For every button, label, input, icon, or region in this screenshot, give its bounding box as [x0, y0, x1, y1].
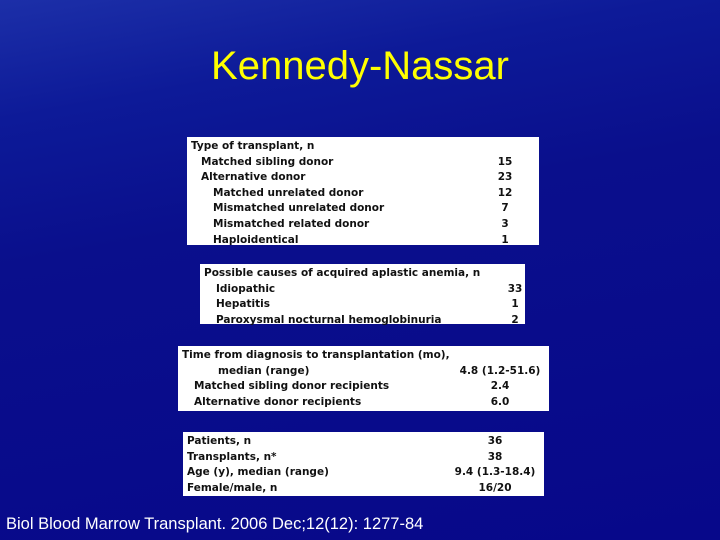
header-label: Time from diagnosis to transplantation (mo), — [182, 349, 450, 361]
row-value: 36 — [487, 435, 503, 447]
table-row — [204, 282, 525, 298]
table-row — [187, 481, 540, 497]
row-value: 3 — [501, 217, 509, 230]
row-value: 1 — [511, 298, 519, 311]
row-label: Alternative donor — [201, 171, 306, 184]
row-value: 2 — [511, 313, 519, 326]
table-row — [182, 379, 545, 395]
row-label: Mismatched related donor — [213, 217, 370, 230]
row-value: 33 — [507, 282, 523, 295]
table-row — [191, 201, 535, 217]
row-value: 15 — [497, 155, 513, 168]
table-row — [191, 170, 535, 186]
table-row — [182, 364, 545, 380]
row-value: 2.4 — [490, 380, 510, 393]
table-row — [204, 313, 525, 329]
table-row — [187, 434, 540, 450]
row-label: Matched sibling donor — [201, 155, 334, 168]
patients-table — [183, 432, 544, 496]
table-row — [187, 450, 540, 466]
transplant-type-table — [187, 137, 539, 245]
causes-table — [200, 264, 525, 324]
row-label: Alternative donor recipients — [194, 395, 362, 408]
row-value: 38 — [487, 450, 503, 463]
row-label: Matched unrelated donor — [213, 186, 364, 199]
row-value: 6.0 — [490, 395, 510, 408]
row-value: 4.8 (1.2-51.6) — [459, 364, 541, 377]
table-header — [182, 348, 545, 364]
table-row — [191, 233, 535, 249]
row-value: 16/20 — [478, 481, 512, 494]
table-row — [191, 155, 535, 171]
header-label: Possible causes of acquired aplastic anemia, n — [204, 267, 481, 279]
row-label: Mismatched unrelated donor — [213, 202, 385, 215]
row-label: Age (y), median (range) — [187, 466, 329, 479]
row-value: 12 — [497, 186, 513, 199]
table-row — [182, 395, 545, 411]
table-header — [204, 266, 525, 282]
time-table — [178, 346, 549, 411]
row-value: 9.4 (1.3-18.4) — [454, 466, 536, 479]
row-value: 23 — [497, 171, 513, 184]
header-label: Type of transplant, n — [191, 140, 315, 152]
row-value: 7 — [501, 202, 509, 215]
table-row — [191, 186, 535, 202]
citation: Biol Blood Marrow Transplant. 2006 Dec;12(12): 1277-84 — [6, 515, 424, 533]
table-header — [191, 139, 535, 155]
slide-title: Kennedy-Nassar — [211, 44, 509, 88]
row-label: Haploidentical — [213, 233, 299, 246]
row-label: Patients, n — [187, 435, 252, 447]
row-label: Matched sibling donor recipients — [194, 380, 390, 393]
row-value: 1 — [501, 233, 509, 246]
table-row — [204, 297, 525, 313]
table-row — [191, 217, 535, 233]
row-label: Idiopathic — [216, 282, 276, 295]
table-row — [187, 465, 540, 481]
row-label: median (range) — [218, 364, 310, 377]
row-label: Transplants, n* — [187, 450, 277, 463]
row-label: Paroxysmal nocturnal hemoglobinuria — [216, 313, 442, 326]
row-label: Hepatitis — [216, 298, 270, 311]
row-label: Female/male, n — [187, 481, 278, 494]
